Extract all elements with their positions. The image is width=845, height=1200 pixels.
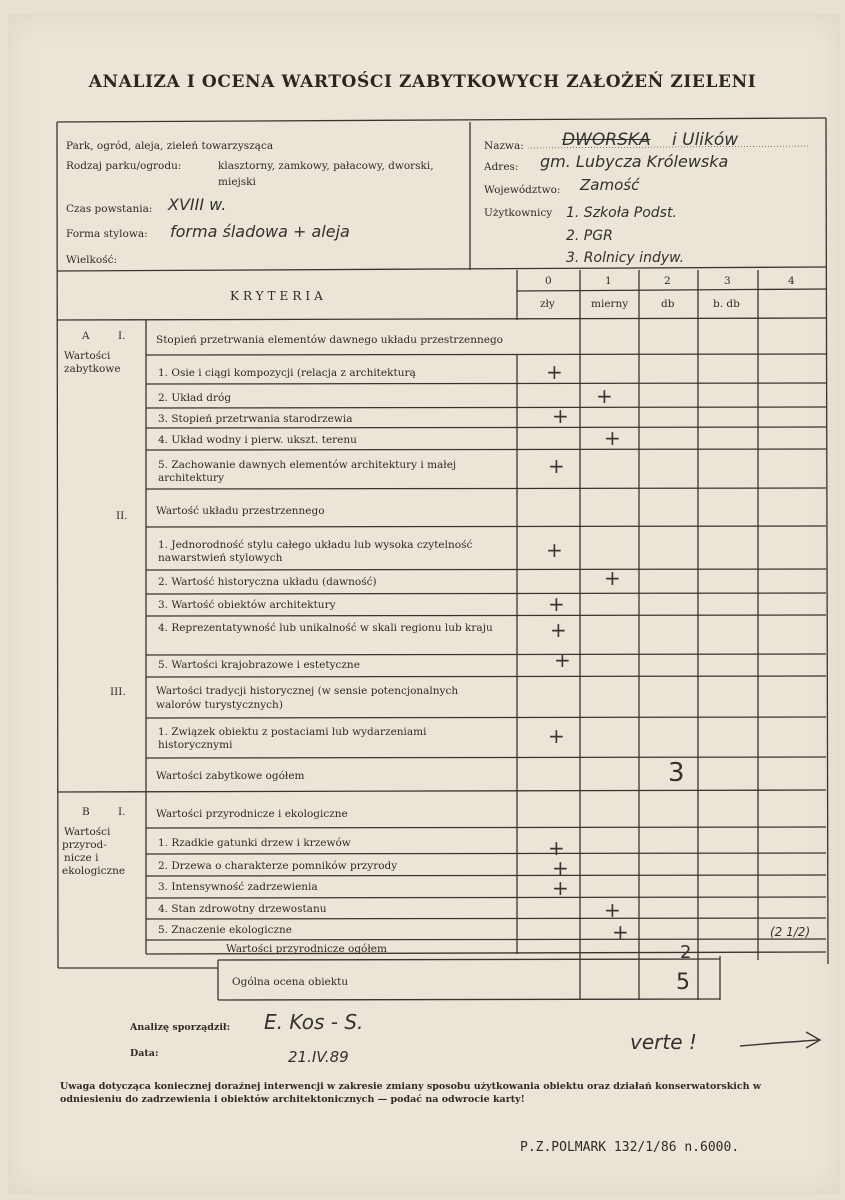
- criterion-row: 5. Zachowanie dawnych elementów architektury i małej architektury: [158, 459, 457, 484]
- criterion-row: 2. Drzewa o charakterze pomników przyrody: [158, 860, 398, 872]
- score-mark: +: [604, 898, 621, 922]
- park-type-label: Park, ogród, aleja, zieleń towarzysząca: [66, 140, 274, 152]
- section-b-label-2: przyrod-: [62, 839, 107, 851]
- size-label: Wielkość:: [66, 254, 118, 266]
- score-mark: +: [548, 724, 565, 748]
- group-2-title: Wartość układu przestrzennego: [156, 505, 325, 517]
- address-value: gm. Lubycza Królewska: [540, 152, 729, 171]
- group-1-title: Stopień przetrwania elementów dawnego układu przestrzennego: [156, 334, 503, 346]
- section-b-label-3: nicze i: [64, 852, 99, 864]
- user-3: 3. Rolnicy indyw.: [566, 250, 685, 266]
- verte-note: verte !: [630, 1030, 697, 1054]
- criterion-row: 1. Związek obiektu z postaciami lub wydarzeniami historycznymi: [158, 726, 427, 751]
- section-b-total-label: Wartości przyrodnicze ogółem: [226, 943, 387, 955]
- section-b-numeral: I.: [118, 806, 126, 818]
- name-value-struck: DWORSKA: [562, 130, 651, 150]
- name-label: Nazwa:: [484, 140, 524, 152]
- score-label-0: zły: [540, 298, 555, 310]
- user-1: 1. Szkoła Podst.: [566, 205, 677, 221]
- prepared-label: Analizę sporządził:: [130, 1022, 231, 1033]
- criterion-row: 1. Osie i ciągi kompozycji (relacja z architekturą: [158, 367, 416, 379]
- margin-note: (2 1/2): [770, 925, 811, 939]
- section-b-total-value: 2: [680, 942, 692, 963]
- user-2: 2. PGR: [566, 228, 613, 244]
- section-b-title: Wartości przyrodnicze i ekologiczne: [156, 808, 348, 820]
- form-title: ANALIZA I OCENA WARTOŚCI ZABYTKOWYCH ZAŁOŻEŃ ZIELENI: [88, 72, 757, 92]
- criterion-row: 2. Układ dróg: [158, 392, 232, 404]
- score-mark: +: [552, 876, 569, 900]
- kind-options-line1: klasztorny, zamkowy, pałacowy, dworski,: [218, 160, 434, 172]
- score-mark: +: [546, 360, 563, 384]
- voivodeship-value: Zamość: [580, 176, 640, 194]
- score-mark: +: [554, 648, 571, 672]
- criterion-row: 5. Wartości krajobrazowe i estetyczne: [158, 659, 360, 671]
- date-label: Data:: [130, 1048, 159, 1059]
- users-label: Użytkownicy: [484, 207, 553, 219]
- section-a-label-2: zabytkowe: [64, 363, 121, 375]
- criterion-row: 1. Rzadkie gatunki drzew i krzewów: [158, 837, 351, 849]
- style-label: Forma stylowa:: [66, 228, 148, 240]
- score-label-3: b. db: [713, 298, 740, 310]
- section-b-label-1: Wartości: [64, 826, 111, 838]
- criteria-header: KRYTERIA: [230, 289, 327, 303]
- criterion-row: 4. Układ wodny i pierw. ukszt. terenu: [158, 434, 357, 446]
- score-mark: +: [612, 920, 629, 944]
- intervention-note: Uwaga dotycząca koniecznej doraźnej interwencji w zakresie zmiany sposobu użytkowania obiektu oraz działań konserwatorskich w odniesieniu do zadrzewienia i obiektów architektonicznych — podać na odwrocie karty!: [60, 1081, 762, 1105]
- section-a-total-value: 3: [668, 758, 685, 788]
- score-label-1: mierny: [591, 298, 629, 310]
- created-label: Czas powstania:: [66, 203, 153, 215]
- group-3-title: Wartości tradycji historycznej (w sensie potencjonalnych walorów turystycznych): [156, 685, 459, 711]
- criterion-row: 3. Intensywność zadrzewienia: [158, 881, 318, 893]
- score-label-2: db: [661, 298, 675, 310]
- section-a-label-1: Wartości: [64, 350, 111, 362]
- criterion-row: 2. Wartość historyczna układu (dawność): [158, 576, 377, 588]
- criterion-row: 3. Stopień przetrwania starodrzewia: [158, 413, 353, 425]
- score-mark: +: [604, 566, 621, 590]
- date-value: 21.IV.89: [288, 1048, 349, 1066]
- section-a-letter: A: [82, 330, 90, 342]
- score-mark: +: [548, 836, 565, 860]
- voivodeship-label: Województwo:: [484, 184, 561, 196]
- criterion-row: 3. Wartość obiektów architektury: [158, 599, 336, 611]
- criterion-row: 4. Stan zdrowotny drzewostanu: [158, 903, 327, 915]
- score-mark: +: [548, 592, 565, 616]
- section-a-numeral-2: II.: [116, 510, 128, 522]
- kind-options-line2: miejski: [218, 176, 256, 188]
- section-b-letter: B: [82, 806, 90, 818]
- score-mark: +: [604, 426, 621, 450]
- overall-value: 5: [676, 970, 690, 995]
- section-b-label-4: ekologiczne: [62, 865, 126, 877]
- criterion-row: 5. Znaczenie ekologiczne: [158, 924, 293, 936]
- printer-info: P.Z.POLMARK 132/1/86 n.6000.: [520, 1140, 740, 1155]
- criterion-row: 4. Reprezentatywność lub unikalność w skali regionu lub kraju: [158, 622, 493, 634]
- section-a-numeral-3: III.: [110, 686, 126, 698]
- section-a-numeral-1: I.: [118, 330, 126, 342]
- score-mark: +: [550, 618, 567, 642]
- overall-label: Ogólna ocena obiektu: [232, 976, 349, 988]
- score-4: 4: [788, 275, 795, 287]
- created-value: XVIII w.: [168, 195, 227, 214]
- section-a-total-label: Wartości zabytkowe ogółem: [156, 770, 305, 782]
- score-2: 2: [664, 275, 671, 287]
- name-value: i Ulików: [672, 130, 739, 150]
- score-3: 3: [724, 275, 731, 287]
- criterion-row: 1. Jednorodność stylu całego układu lub wysoka czytelność nawarstwień stylowych: [158, 539, 473, 564]
- address-label: Adres:: [484, 161, 519, 173]
- score-mark: +: [596, 384, 613, 408]
- score-0: 0: [545, 275, 552, 287]
- style-value: forma śladowa + aleja: [170, 222, 350, 241]
- score-mark: +: [548, 454, 565, 478]
- score-mark: +: [552, 856, 569, 880]
- kind-label: Rodzaj parku/ogrodu:: [66, 160, 182, 172]
- score-1: 1: [605, 275, 612, 287]
- score-mark: +: [552, 404, 569, 428]
- prepared-value: E. Kos - S.: [264, 1010, 364, 1034]
- score-mark: +: [546, 538, 563, 562]
